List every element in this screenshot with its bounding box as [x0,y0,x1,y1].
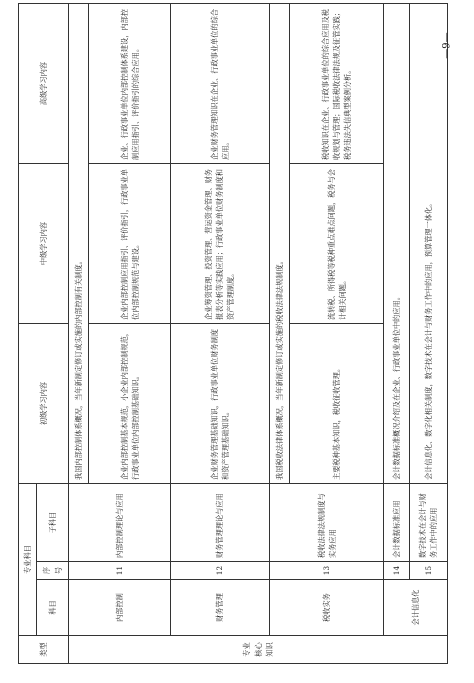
intermediate-content-cell: 企业内部控制应用指引、评价指引，行政事业单位内部控制规范与建设。 [89,164,170,324]
rotated-table-container [18,4,448,664]
table-row [69,4,89,664]
header-subject: 科目 [36,580,68,636]
header-type: 类型 [19,636,69,664]
advanced-content-cell: 税收知识在企业、行政事业单位的综合应用及税收规划与管理；国际税收法律法规及征管实践；税务违法失信典型案例分析。 [290,4,384,164]
learning-content-table [18,3,448,664]
intermediate-content-cell: 流转税、所得税等税种重点难点问题，税务与会计相关问题。 [290,164,384,324]
common-content-cell: 会计数据标准概况介绍及在企业、行政事业单位中的应用。 [384,4,409,484]
table-row [384,4,409,664]
header-intermediate: 中级学习内容 [19,164,69,324]
table-row [409,4,447,664]
type-group-cell: 专业核心知识 [69,636,448,664]
common-content-cell: 会计信息化、数字化相关制度，数字技术在会计与财务工作中的应用，预算管理一体化。 [409,4,447,484]
seq-cell: 13 [269,562,383,580]
common-content-cell: 我国内部控制体系概况，当年新制定修订或实施的内部控制有关制度。 [69,4,89,484]
header-sub-subject: 子科目 [36,484,68,562]
header-seq: 序号 [36,562,68,580]
table-row [170,4,269,664]
subject-cell: 内部控制 [69,580,171,636]
beginner-content-cell: 企业内部控制基本规范，小企业内部控制规范，行政事业单位内部控制基础知识。 [89,324,170,484]
advanced-content-cell: 企业财务管理知识在企业、行政事业单位的综合应用。 [170,4,269,164]
seq-cell: 12 [170,562,269,580]
header-beginner: 初级学习内容 [19,324,69,484]
common-content-cell: 我国税收法律体系概况，当年新制定修订或实施的税收法律法规制度。 [269,4,289,484]
intermediate-content-cell: 企业筹资管理、投资管理、营运资金管理、财务报表分析等实践应用；行政事业单位财务制度和资产管理制度。 [170,164,269,324]
sub-subject-cell: 内部控制理论与应用 [69,484,171,562]
seq-cell: 15 [409,562,447,580]
subject-cell: 税收实务 [269,580,383,636]
seq-cell: 14 [384,562,409,580]
sub-subject-cell: 数字技术在会计与财务工作中的应用 [409,484,447,562]
sub-subject-cell: 财务管理理论与应用 [170,484,269,562]
beginner-content-cell: 企业财务管理基础知识，行政事业单位财务制度和资产管理基础知识。 [170,324,269,484]
seq-cell: 11 [69,562,171,580]
header-advanced: 高级学习内容 [19,4,69,164]
header-pro-subjects: 专业科目 [19,484,37,636]
sub-subject-cell: 会计数据标准应用 [384,484,409,562]
subject-cell: 财务管理 [170,580,269,636]
table-row [269,4,289,664]
page-number: —9— [441,31,453,59]
beginner-content-cell: 主要税种基本知识，税收征收管理。 [290,324,384,484]
header-row-1 [19,4,37,664]
sub-subject-cell: 税收法律法规制度与实务应用 [269,484,383,562]
advanced-content-cell: 企业、行政事业单位内部控制体系建设，内部控制应用指引、评价指引的综合应用。 [89,4,170,164]
subject-cell: 会计信息化 [384,580,448,636]
